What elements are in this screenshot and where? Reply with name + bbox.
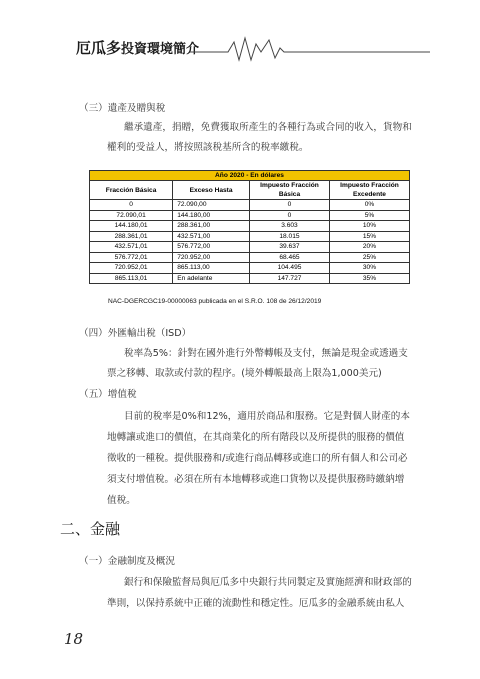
table-cell: 68.465 xyxy=(249,252,329,263)
table-cell: 865.113,01 xyxy=(90,273,173,284)
running-header xyxy=(76,40,199,58)
header-wave-line xyxy=(190,36,430,62)
paragraph-line: 須支付增值稅。必須在所有本地轉移或進口貨物以及提供服務時繳納增 xyxy=(107,474,405,485)
table-cell: 144.180,01 xyxy=(90,221,173,232)
column-header: Fracción Básica xyxy=(90,181,173,200)
table-cell: 25% xyxy=(329,252,409,263)
table-row xyxy=(90,210,410,221)
table-cell: 432.571,00 xyxy=(173,231,250,242)
paragraph-line: 目前的稅率是0%和12%，適用於商品和服務。它是對個人財產的本 xyxy=(124,411,410,422)
table-cell: 576.772,00 xyxy=(173,242,250,253)
table-caption: Año 2020 - En dólares xyxy=(90,171,410,181)
table-cell: 720.952,01 xyxy=(90,263,173,274)
paragraph-line: 準則，以保持系統中正確的流動性和穩定性。厄瓜多的金融系統由私人 xyxy=(107,598,405,609)
table-row xyxy=(90,263,410,274)
table-cell: 0% xyxy=(329,200,409,211)
table-cell: 20% xyxy=(329,242,409,253)
paragraph-line: 徵收的一種稅。提供服務和/或進行商品轉移或進口的所有個人和公司必 xyxy=(107,453,408,464)
section-estate-tax-heading: （三）遺產及贈與稅 xyxy=(79,103,166,114)
table-cell: 720.952,00 xyxy=(173,252,250,263)
table-cell: 104.495 xyxy=(249,263,329,274)
table-cell: 35% xyxy=(329,273,409,284)
section-isd-heading: （四）外匯輸出稅（ISD） xyxy=(79,328,192,339)
column-header: Impuesto Fracción Excedente xyxy=(329,181,409,200)
table-cell: 3.603 xyxy=(249,221,329,232)
table-cell: 39.637 xyxy=(249,242,329,253)
section-finance-heading: （一）金融制度及概況 xyxy=(79,556,175,567)
section-vat-heading: （五）增值稅 xyxy=(79,389,137,400)
table-row xyxy=(90,252,410,263)
table-cell: 72.090,01 xyxy=(90,210,173,221)
table-cell: 10% xyxy=(329,221,409,232)
page-number: 18 xyxy=(64,630,84,648)
column-header: Exceso Hasta xyxy=(173,181,250,200)
table-source-note: NAC-DGERCGC19-00000063 publicada en el S.R.O. 108 de 26/12/2019 xyxy=(108,298,322,305)
table-cell: 147.727 xyxy=(249,273,329,284)
table-row xyxy=(90,231,410,242)
table-row xyxy=(90,221,410,232)
table-row xyxy=(90,242,410,253)
table-row xyxy=(90,273,410,284)
paragraph-line: 票之移轉、取款或付款的程序。(境外轉帳最高上限為1,000美元) xyxy=(107,368,382,379)
table-cell: 288.361,01 xyxy=(90,231,173,242)
table-cell: 0 xyxy=(249,200,329,211)
table-cell: 432.571,01 xyxy=(90,242,173,253)
tax-rate-table xyxy=(89,170,410,284)
paragraph-line: 地轉讓或進口的價值，在其商業化的所有階段以及所提供的服務的價值 xyxy=(107,432,405,443)
table-cell: 288.361,00 xyxy=(173,221,250,232)
table-cell: En adelante xyxy=(173,273,250,284)
table-cell: 18.015 xyxy=(249,231,329,242)
table-cell: 15% xyxy=(329,231,409,242)
table-row xyxy=(90,200,410,211)
table-cell: 0 xyxy=(90,200,173,211)
paragraph-line: 銀行和保險監督局與厄瓜多中央銀行共同製定及實施經濟和財政部的 xyxy=(124,577,412,588)
table-cell: 30% xyxy=(329,263,409,274)
chapter-heading: 二、金融 xyxy=(60,520,121,538)
table-cell: 72.090,00 xyxy=(173,200,250,211)
paragraph-line: 稅率為5%：針對在國外進行外幣轉帳及支付，無論是現金或透過支 xyxy=(124,348,408,359)
paragraph-line: 值稅。 xyxy=(107,495,136,506)
column-header: Impuesto Fracción Básica xyxy=(249,181,329,200)
paragraph-line: 權利的受益人，將按照該稅基所含的稅率繳稅。 xyxy=(107,142,309,153)
table-cell: 0 xyxy=(249,210,329,221)
table-cell: 576.772,01 xyxy=(90,252,173,263)
header-title: 厄瓜多投資環境簡介 xyxy=(76,39,200,57)
paragraph-line: 繼承遺產，捐贈，免費獲取所產生的各種行為或合同的收入，貨物和 xyxy=(124,122,412,133)
table-cell: 144.180,00 xyxy=(173,210,250,221)
table-cell: 865.113,00 xyxy=(173,263,250,274)
table-cell: 5% xyxy=(329,210,409,221)
